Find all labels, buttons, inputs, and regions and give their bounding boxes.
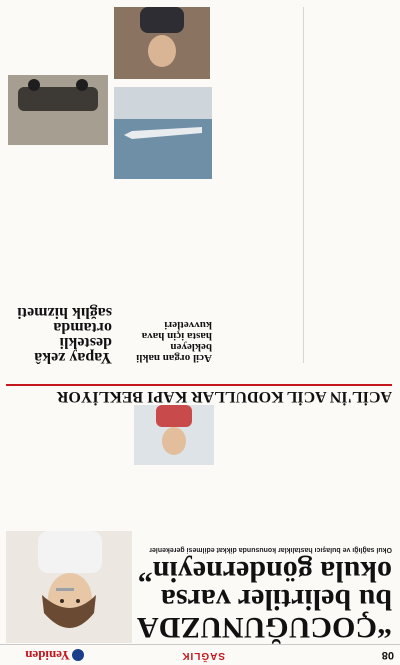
article-column-3 bbox=[6, 409, 130, 527]
child-photo bbox=[134, 405, 214, 465]
photo-illustration bbox=[8, 75, 108, 145]
yeniden-logo-icon bbox=[72, 649, 84, 661]
organ-transplant-story bbox=[114, 183, 212, 363]
page-number: 08 bbox=[381, 649, 394, 661]
band-divider bbox=[6, 384, 392, 386]
sidebar-title-line-2: destekli ortamda bbox=[53, 319, 112, 351]
article-column-2 bbox=[218, 409, 304, 533]
headline-subtitle: Okul sağlığı ve bulaşıcı hastalıklar konusunda dikkat edilmesi gerekenler bbox=[149, 546, 392, 553]
story-title-line-1: Acil organ nakli bekleyen bbox=[136, 341, 212, 364]
photo-illustration bbox=[114, 7, 210, 79]
story-band bbox=[6, 369, 392, 405]
story-title-line-2: hasta için hava kuvvetleri bbox=[141, 319, 212, 342]
aircraft-photo bbox=[114, 87, 212, 179]
page-header bbox=[0, 644, 400, 665]
article-column-1 bbox=[308, 409, 392, 533]
section-label: SAĞLIK bbox=[181, 650, 225, 661]
sidebar-title-line-1: Yapay zekâ bbox=[34, 349, 112, 366]
photo-illustration bbox=[114, 87, 212, 179]
girl-thermometer-photo bbox=[6, 531, 132, 643]
headline-line-2: bu belirtiler varsa bbox=[160, 583, 392, 616]
photo-illustration bbox=[134, 405, 214, 465]
photo-illustration bbox=[6, 531, 132, 643]
sidebar-body bbox=[6, 143, 112, 303]
woman-photo bbox=[114, 7, 210, 79]
headline-line-3: okula gönderneyin” bbox=[137, 555, 392, 588]
main-headline-block bbox=[132, 545, 392, 644]
headline-line-1: “ÇOCUĞUNUZDA bbox=[137, 611, 392, 644]
brand-logo-text: Yeniden bbox=[25, 648, 70, 663]
sidebar-continued bbox=[8, 7, 108, 71]
lower-column-2 bbox=[216, 7, 300, 363]
story-body bbox=[114, 177, 212, 317]
lower-column-1 bbox=[306, 7, 392, 363]
band-title: ACİL'İN ACİL KODULLAR KAPI BEKLİYOR bbox=[56, 388, 392, 405]
sidebar-title-line-3: sağlık hizmeti bbox=[17, 304, 112, 321]
column-rule bbox=[303, 7, 304, 363]
clinic-photo bbox=[8, 75, 108, 145]
